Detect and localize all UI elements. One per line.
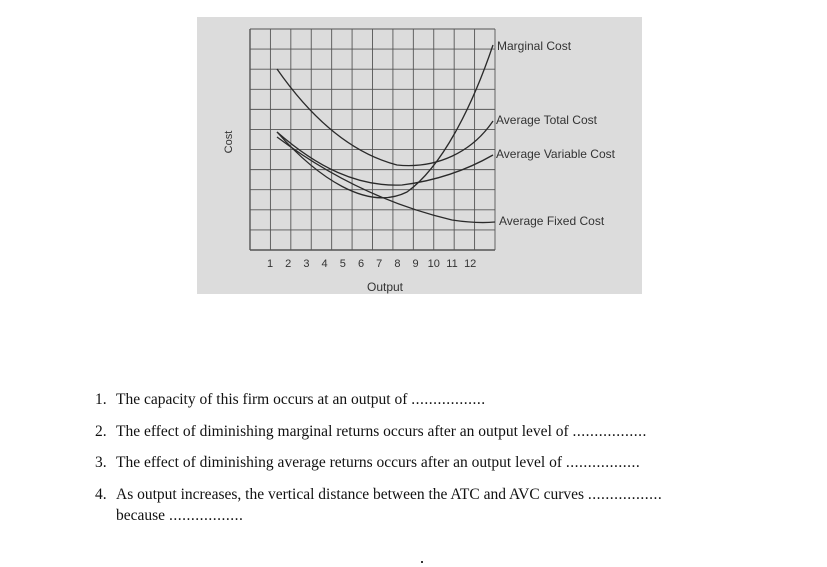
- y-axis-label: Cost: [223, 130, 235, 154]
- x-tick-label: 9: [412, 258, 419, 270]
- x-tick-label: 10: [427, 258, 440, 270]
- question-1: [95, 389, 785, 410]
- x-axis-label: Output: [366, 280, 404, 294]
- question-text: The effect of diminishing marginal returns occurs after an output level of: [116, 422, 569, 440]
- x-tick-label: 8: [394, 258, 401, 270]
- answer-blank: .................: [565, 454, 641, 471]
- cost-curves-figure: [197, 17, 642, 294]
- question-number: 1.: [95, 391, 107, 408]
- answer-blank: .................: [587, 485, 663, 503]
- stray-mark: [421, 561, 423, 563]
- average-fixed-cost-label: Average Fixed Cost: [499, 214, 605, 228]
- x-tick-label: 7: [376, 258, 383, 270]
- x-tick-label: 12: [464, 258, 477, 270]
- x-tick-label: 3: [303, 258, 310, 270]
- average-total-cost-label: Average Total Cost: [496, 113, 597, 127]
- marginal-cost-label: Marginal Cost: [497, 39, 572, 53]
- x-tick-label: 11: [446, 258, 458, 270]
- cost-curves-chart: [197, 17, 642, 294]
- question-number: 3.: [95, 454, 107, 471]
- question-list: [95, 389, 785, 536]
- question-continuation: because: [116, 506, 166, 524]
- x-tick-labels: [267, 258, 476, 270]
- curves: [277, 45, 495, 223]
- average-variable-cost-label: Average Variable Cost: [496, 147, 615, 161]
- question-number: 4.: [95, 485, 107, 503]
- question-2: [95, 421, 785, 442]
- question-text: The effect of diminishing average returns occurs after an output level of: [116, 454, 563, 471]
- x-tick-label: 6: [357, 258, 365, 270]
- question-4: [95, 484, 785, 526]
- question-text: The capacity of this firm occurs at an output of: [116, 391, 408, 408]
- question-number: 2.: [95, 422, 107, 440]
- answer-blank: .................: [411, 391, 486, 408]
- marginal-cost-curve: [277, 45, 493, 198]
- question-text: As output increases, the vertical distance between the ATC and AVC curves: [116, 485, 585, 503]
- question-3: [95, 452, 785, 473]
- x-tick-label: 2: [285, 258, 292, 270]
- answer-blank: .................: [572, 422, 647, 440]
- average-total-cost-curve: [277, 69, 493, 166]
- x-tick-label: 4: [321, 258, 328, 270]
- x-tick-label: 1: [266, 258, 274, 270]
- answer-blank-2: .................: [168, 506, 244, 524]
- x-tick-label: 5: [339, 258, 346, 270]
- average-variable-cost-curve: [277, 132, 493, 185]
